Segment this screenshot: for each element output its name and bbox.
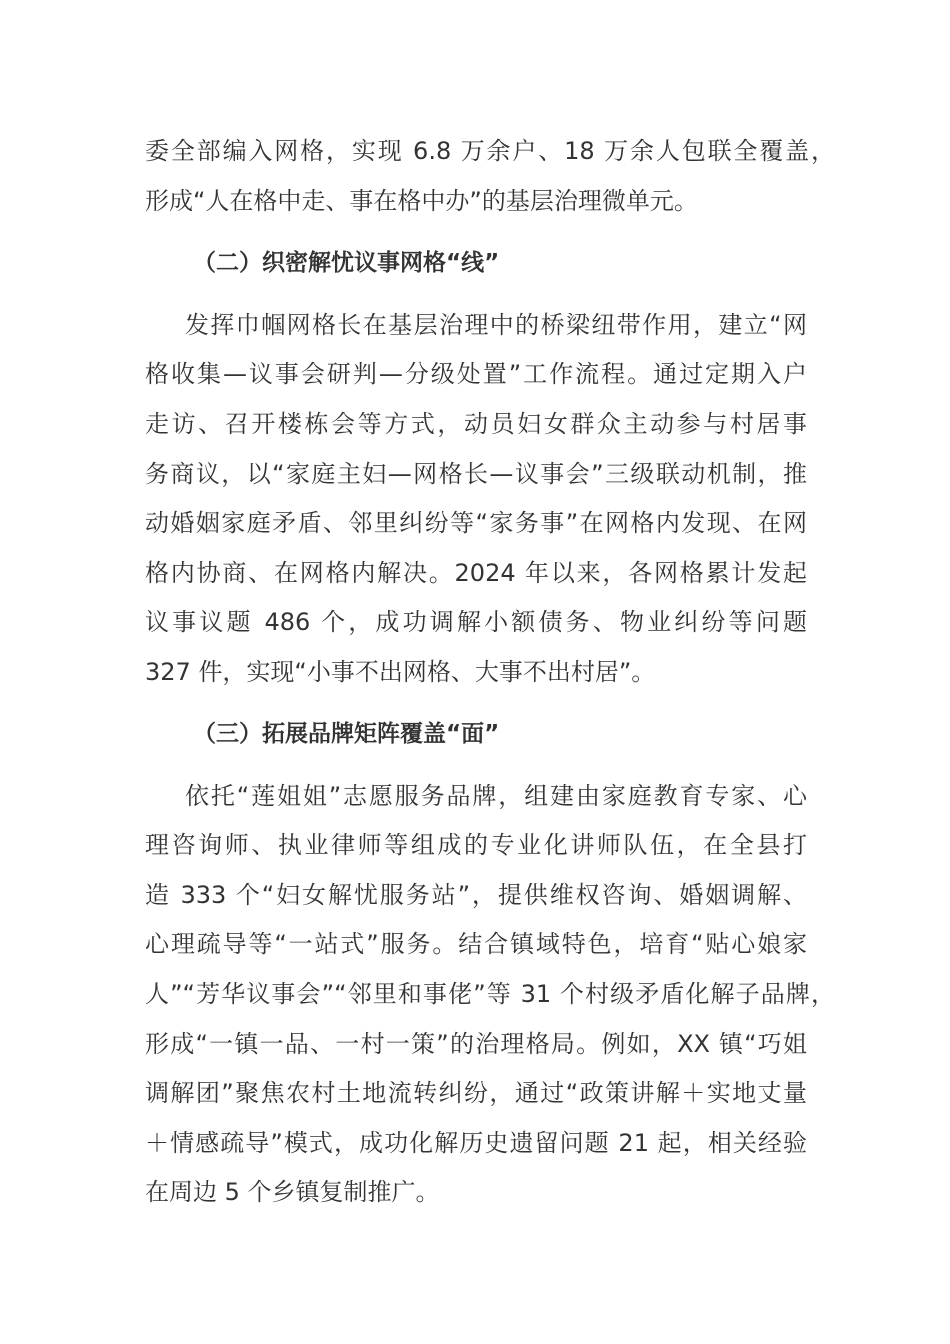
paragraph-3-line-8: ＋情感疏导”模式，成功化解历史遗留问题 21 起，相关经验 <box>145 1129 807 1157</box>
paragraph-3-line-5: 人”“芳华议事会”“邻里和事佬”等 31 个村级矛盾化解子品牌， <box>145 980 835 1008</box>
paragraph-2-line-4: 务商议，以“家庭主妇—网格长—议事会”三级联动机制，推 <box>145 460 807 488</box>
paragraph-3-line-9: 在周边 5 个乡镇复制推广。 <box>145 1178 440 1206</box>
paragraph-3-line-2: 理咨询师、执业律师等组成的专业化讲师队伍，在全县打 <box>145 831 807 859</box>
paragraph-3-line-7: 调解团”聚焦农村土地流转纠纷，通过“政策讲解＋实地丈量 <box>145 1079 807 1107</box>
paragraph-3-line-6: 形成“一镇一品、一村一策”的治理格局。例如，XX 镇“巧姐 <box>145 1030 807 1058</box>
section-heading-3: （三）拓展品牌矩阵覆盖“面” <box>193 721 500 747</box>
paragraph-3-line-1: 依托“莲姐姐”志愿服务品牌，组建由家庭教育专家、心 <box>185 782 807 810</box>
paragraph-3-line-3: 造 333 个“妇女解忧服务站”，提供维权咨询、婚姻调解、 <box>145 881 807 909</box>
paragraph-2-line-7: 议事议题 486 个，成功调解小额债务、物业纠纷等问题 <box>145 608 807 636</box>
paragraph-2-line-3: 走访、召开楼栋会等方式，动员妇女群众主动参与村居事 <box>145 410 807 438</box>
paragraph-2-line-8: 327 件，实现“小事不出网格、大事不出村居”。 <box>145 658 656 686</box>
paragraph-3-line-4: 心理疏导等“一站式”服务。结合镇域特色，培育“贴心娘家 <box>145 930 807 958</box>
paragraph-1-line-2: 形成“人在格中走、事在格中办”的基层治理微单元。 <box>145 187 698 215</box>
paragraph-1-line-1: 委全部编入网格，实现 6.8 万余户、18 万余人包联全覆盖， <box>145 137 835 165</box>
paragraph-2-line-2: 格收集—议事会研判—分级处置”工作流程。通过定期入户 <box>145 360 807 388</box>
section-heading-2: （二）织密解忧议事网格“线” <box>193 250 500 276</box>
paragraph-2-line-6: 格内协商、在网格内解决。2024 年以来，各网格累计发起 <box>145 559 807 587</box>
paragraph-2-line-1: 发挥巾帼网格长在基层治理中的桥梁纽带作用，建立“网 <box>185 311 807 339</box>
paragraph-2-line-5: 动婚姻家庭矛盾、邻里纠纷等“家务事”在网格内发现、在网 <box>145 509 807 537</box>
